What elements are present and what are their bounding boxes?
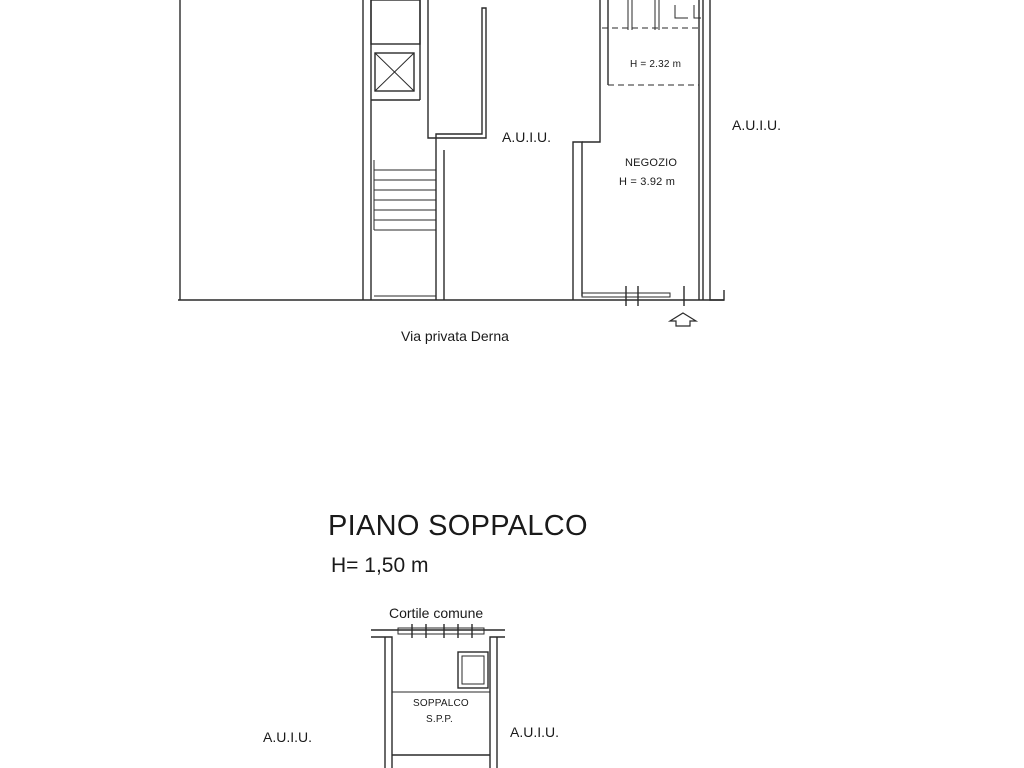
shop-name-label: NEGOZIO bbox=[625, 157, 678, 169]
street-label: Via privata Derna bbox=[401, 328, 509, 344]
staircase bbox=[374, 8, 486, 300]
elevator-shaft bbox=[371, 0, 420, 91]
auiu-label-center: A.U.I.U. bbox=[502, 129, 552, 145]
mezzanine-floor-plan bbox=[371, 624, 505, 768]
shop-height-label: H = 3.92 m bbox=[619, 176, 676, 188]
room-name-label: SOPPALCO bbox=[413, 698, 469, 709]
mezzanine-title: PIANO SOPPALCO bbox=[328, 510, 588, 542]
auiu-label-mezz-left: A.U.I.U. bbox=[263, 729, 313, 745]
room-code-label: S.P.P. bbox=[426, 714, 453, 725]
auiu-label-right: A.U.I.U. bbox=[732, 117, 782, 133]
shop-negozio bbox=[573, 0, 724, 306]
mezzanine-height: H= 1,50 m bbox=[331, 554, 429, 577]
entrance-arrow-icon bbox=[670, 313, 696, 326]
courtyard-label: Cortile comune bbox=[389, 605, 484, 621]
mezzanine-height-label: H = 2.32 m bbox=[630, 59, 682, 70]
auiu-label-mezz-right: A.U.I.U. bbox=[510, 724, 560, 740]
